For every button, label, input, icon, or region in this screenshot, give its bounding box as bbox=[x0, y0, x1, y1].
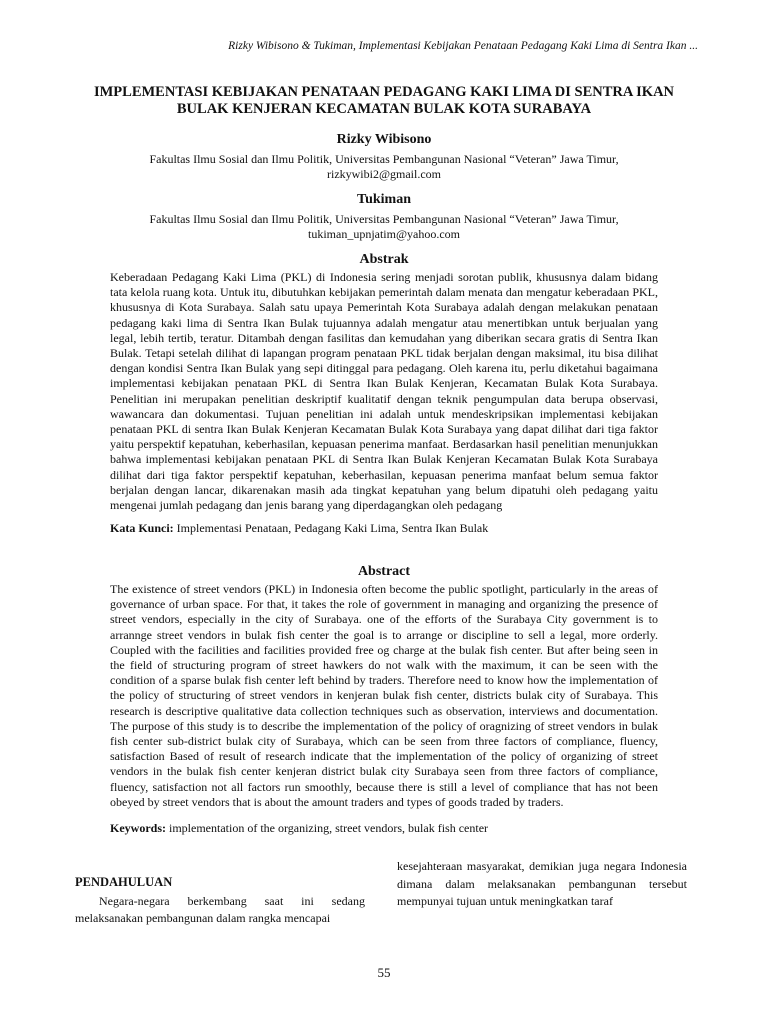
author-email: tukiman_upnjatim@yahoo.com bbox=[307, 227, 461, 241]
body-paragraph: kesejahteraan masyarakat, demikian juga negara Indonesia dimana dalam melaksanakan pembangunan tersebut mempunyai tujuan untuk meningkatkan taraf bbox=[397, 859, 687, 908]
author-email: rizkywibi2@gmail.com bbox=[326, 167, 442, 181]
author-name: Tukiman bbox=[357, 192, 411, 207]
author-affiliation: Fakultas Ilmu Sosial dan Ilmu Politik, Universitas Pembangunan Nasional “Veteran” Jawa Timur, bbox=[149, 151, 619, 166]
abstract-heading: Abstract bbox=[357, 564, 411, 579]
author-name: Rizky Wibisono bbox=[336, 132, 432, 147]
body-column-left bbox=[75, 874, 365, 928]
body-column-right bbox=[397, 858, 687, 911]
kata-kunci bbox=[110, 521, 658, 536]
keywords-text: implementation of the organizing, street vendors, bulak fish center bbox=[169, 821, 489, 835]
keywords bbox=[110, 821, 658, 836]
kata-kunci-label: Kata Kunci: bbox=[110, 521, 174, 535]
author-1 bbox=[80, 132, 688, 183]
abstract-body: The existence of street vendors (PKL) in Indonesia often become the public spotlight, particularly in the areas of governance of urban space. For that, it takes the role of government in managing and organizing the presence of street vendors, especially in the city of Surabaya. one of the efforts of the Surabaya City government is to arrannge street vendors in bulak fish center the goal is to arrange or discipline to sell a legal, more orderly. Coupled with the facilities and facilities provided free og charge at the bulak fish center. But after being seen in the field of structuring program of street hawkers do not walk with the maximum, it can be seen with the condition of a sparse bulak fish center left behind by traders. Therefore need to know how the implementation of the policy of structuring of street vendors in kenjeran bulak fish center, districts bulak city of Surabaya. This research is descriptive qualitative data collection techniques such as observation, interviews and documentation. The purpose of this study is to describe the implementation of the policy of oragnizing of street vendors in bulak fish center sub-district bulak city of Surabaya, which can be seen from three factors of compliance, fluency, satisfaction Based of result of research indicate that the implementation of the policy of organizing of street vendors in the bulak fish center kenjeran district bulak city Surabaya seen from three factors of compliance, fluency, satisfaction not all factors run smoothly, because there is still a level of compliance that has not been obeyed by street vendors that is about the amount traders and types of goods traded by traders. bbox=[110, 582, 658, 809]
author-2 bbox=[80, 192, 688, 243]
page-number: 55 bbox=[377, 965, 391, 980]
abstrak-heading: Abstrak bbox=[359, 252, 409, 267]
keywords-label: Keywords: bbox=[110, 821, 166, 835]
paper-title: IMPLEMENTASI KEBIJAKAN PENATAAN PEDAGANG KAKI LIMA DI SENTRA IKAN BULAK KENJERAN KECAMATAN BULAK KOTA SURABAYA bbox=[93, 84, 675, 117]
body-paragraph: Negara-negara berkembang saat ini sedang melaksanakan pembangunan dalam rangka mencapai bbox=[75, 893, 365, 925]
abstrak-body: Keberadaan Pedagang Kaki Lima (PKL) di Indonesia sering menjadi sorotan publik, khususnya dalam bidang tata kelola ruang kota. Untuk itu, dibutuhkan kebijakan pemerintah dalam menata dan mengatur keberadaan PKL, khususnya di Kota Surabaya. Salah satu upaya Pemerintah Kota Surabaya adalah dengan melakukan penataan pedagang kaki lima di Sentra Ikan Bulak tujuannya adalah mengatur atau menertibkan untuk berjualan yang legal, lebih tertib, teratur. Ditambah dengan fasilitas dan kemudahan yang diberikan secara gratis di Sentra Ikan Bulak. Tetapi setelah dilihat di lapangan program penataan PKL tidak berjalan dengan maksimal, itu bisa dilihat dengan kondisi Sentra Ikan Bulak yang sepi ditinggal para pedagang. Oleh karena itu, perlu diketahui bagaimana implementasi kebijakan penataan PKL di Sentra Ikan Bulak Kenjeran, Kecamatan Bulak Kota Surabaya. Penelitian ini merupakan penelitian deskriptif kualitatif dengan teknik pengumpulan data berupa observasi, wawancara dan dokumentasi. Tujuan penelitian ini adalah untuk mendeskripsikan implementasi kebijakan penataan PKL di sentra Ikan Bulak Kenjeran Kecamatan Bulak Kota Surabaya yang dapat dilihat dari tiga faktor yaitu perspektif kepatuhan, keberhasilan, kepuasan penerima manfaat. Berdasarkan hasil penelitian menunjukkan bahwa implementasi kebijakan penataan PKL di Sentra Ikan Bulak Kenjeran Kecamatan Bulak Kota Surabaya dilihat dari tiga faktor perspektif kepatuhan, keberhasilan, kepuasan penerima manfaat belum semua faktor berjalan dengan lancar, dikarenakan masih ada tingkat kepatuhan yang belum dipatuhi oleh pedagang yaitu mengenai jumlah pedagang dan jenis barang yang diperdagangkan oleh pedagang bbox=[110, 270, 658, 513]
section-heading: PENDAHULUAN bbox=[75, 875, 173, 889]
author-affiliation: Fakultas Ilmu Sosial dan Ilmu Politik, Universitas Pembangunan Nasional “Veteran” Jawa Timur, bbox=[149, 211, 619, 226]
running-head: Rizky Wibisono & Tukiman, Implementasi Kebijakan Penataan Pedagang Kaki Lima di Sentra Ikan ... bbox=[228, 40, 698, 52]
kata-kunci-text: Implementasi Penataan, Pedagang Kaki Lima, Sentra Ikan Bulak bbox=[176, 521, 489, 535]
